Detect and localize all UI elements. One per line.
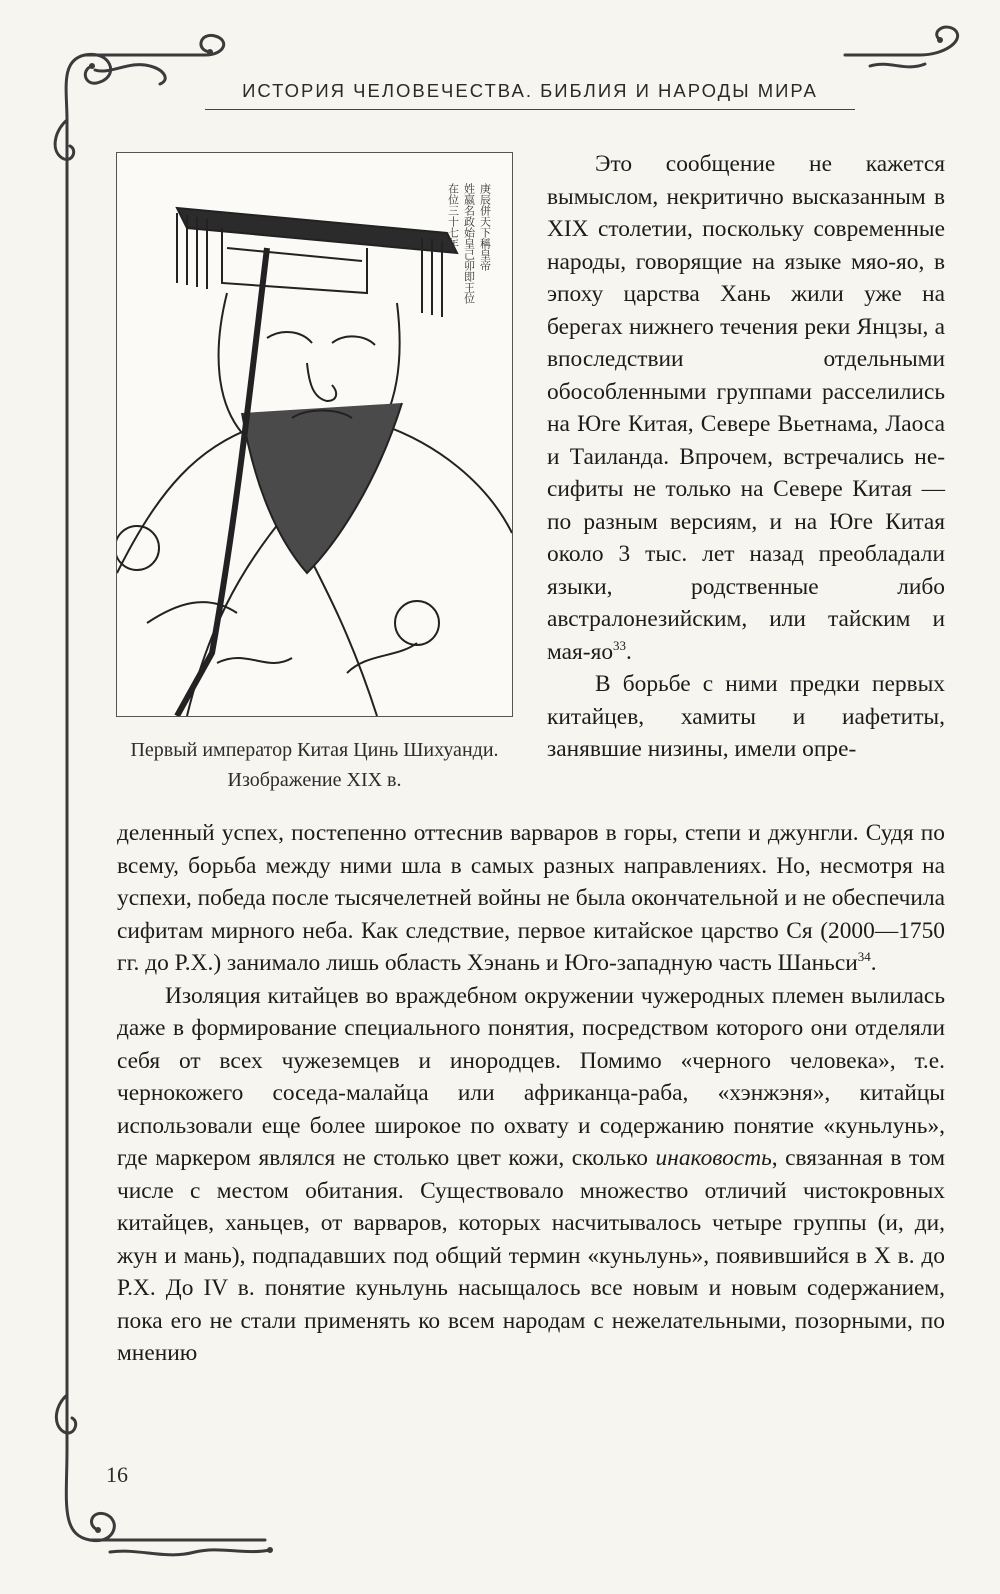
figure xyxy=(116,152,513,795)
paragraph-3-text-a: Изоляция китайцев во враждебном окружении чужеродных племен вылилась даже в формирование специального понятия, посредством которого они отделяли себя от всех чужеземцев и инородцев. Помимо «черного человека», т.е. чернокожего соседа-малайца или африканца-раба, «хэнжэня», китайцы использовали еще более широкое по охвату и содержанию понятие «куньлунь», где маркером являлся не столько цвет кожи, сколько xyxy=(117,982,945,1171)
paragraph-2-text: деленный успех, постепенно оттеснив варваров в горы, степи и джунгли. Судя по всему, борьба между ними шла в самых разных направлениях. Но, несмотря на успехи, победа после тысячелетней войны не была окончательной и не обеспечила сифитам мирного неба. Как следствие, первое китайское царство Ся (2000—1750 гг. до Р.Х.) занимало лишь область Хэнань и Юго-западную часть Шаньси xyxy=(117,820,945,976)
running-head: ИСТОРИЯ ЧЕЛОВЕЧЕСТВА. БИБЛИЯ И НАРОДЫ МИРА xyxy=(242,80,818,101)
right-column-text xyxy=(547,148,945,766)
full-width-text xyxy=(117,817,945,1370)
paragraph-2-start: В борьбе с ними предки первых китайцев, хамиты и иафетиты, занявшие низины, имели опре- xyxy=(547,671,945,762)
figure-caption: Первый император Китая Цинь Шихуанди. Изображение XIX в. xyxy=(130,739,499,791)
paragraph-1: Это сообщение не кажется вымыслом, некритично высказанным в XIX столетии, поскольку современные народы, говорящие на языке мяо-яо, в эпоху царства Хань жили уже на берегах нижнего течения реки Янцзы, а впоследствии отдельными обособленными группами расселились на Юге Китая, Севере Вьетнама, Лаоса и Таиланда. Впрочем, встречались не-сифиты не только на Севере Китая — по разным версиям, и на Юге Китая около 3 тыс. лет назад преобладали языки, родственные либо австралонезийским, или тайским и мая-$яо^{33}$. xyxy=(547,151,945,665)
page-number: 16 xyxy=(106,1462,128,1487)
header-rule xyxy=(205,109,855,110)
paragraph-3 xyxy=(117,980,945,1370)
emphasis-word: инаковость xyxy=(655,1145,772,1171)
footnote-ref-33[interactable]: 33 xyxy=(613,637,627,653)
svg-text:庚辰併天下稱皇帝: 庚辰併天下稱皇帝 xyxy=(478,183,492,271)
emperor-portrait-image xyxy=(116,152,513,717)
paragraph-2-continued: деленный успех, постепенно оттеснив варваров в горы, степи и джунгли. Судя по всему, борьба между ними шла в самых разных направлениях. Но, несмотря на успехи, победа после тысячелетней войны не была окончательной и не обеспечила сифитам мирного неба. Как следствие, первое китайское царство Ся (2000—1750 гг. до Р.Х.) занимало лишь область Хэнань и Юго-западную часть Шаньси$^{34}$. xyxy=(117,820,945,976)
paragraph-3-text-b: , связанная в том числе с местом обитания. Существовало множество отличий чистокровных китайцев, ханьцев, от варваров, которых насчитывалось четыре группы (и, ди, жун и мань), подпадавших под общий термин «куньлунь», появившийся в X в. до Р.Х. До IV в. понятие куньлунь насыщалось все новым и новым содержанием, пока его не стали применять ко всем народам с нежелательными, позорными, по мнению xyxy=(117,1145,946,1366)
svg-text:姓嬴名政始皇己卯即王位: 姓嬴名政始皇己卯即王位 xyxy=(462,183,476,304)
paragraph-1-text: Это сообщение не кажется вымыслом, некритично высказанным в XIX столетии, поскольку современные народы, говорящие на языке мяо-яо, в эпоху царства Хань жили уже на берегах нижнего течения реки Янцзы, а впоследствии отдельными обособленными группами расселились на Юге Китая, Севере Вьетнама, Лаоса и Таиланда. Впрочем, встречались не-сифиты не только на Севере Китая — по разным версиям, и на Юге Китая около 3 тыс. лет назад преобладали языки, родственные либо австралонезийским, или тайским и мая-яо xyxy=(547,151,945,665)
footnote-ref-34[interactable]: 34 xyxy=(857,949,871,964)
svg-text:在位三十七年: 在位三十七年 xyxy=(446,183,460,249)
